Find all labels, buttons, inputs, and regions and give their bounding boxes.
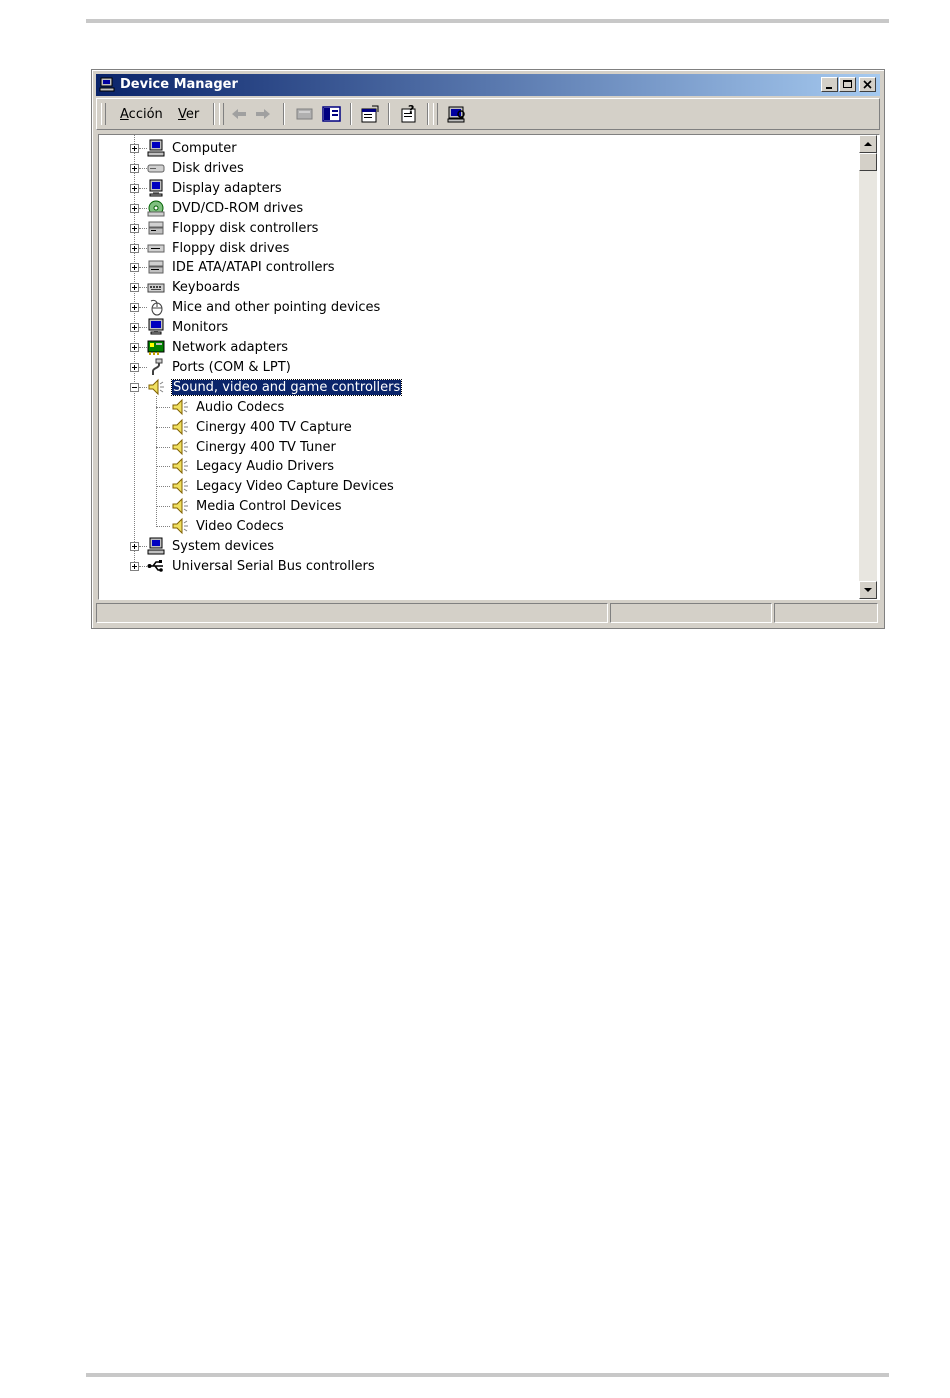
status-panel-right — [774, 603, 878, 623]
tree-child-cinergy-400-tv-tuner[interactable] — [99, 437, 859, 457]
expand-node-button[interactable] — [130, 263, 139, 272]
speaker-icon — [171, 477, 189, 495]
tree-node-universal-serial-bus-controllers[interactable] — [99, 556, 859, 576]
computer-icon — [147, 139, 165, 157]
tree-connector — [156, 466, 170, 467]
tree-node-monitors[interactable] — [99, 317, 859, 337]
tree-node-dvd-cd-rom-drives[interactable] — [99, 198, 859, 218]
menu-ver[interactable]: Ver — [178, 107, 200, 122]
toolbar-separator — [388, 103, 390, 125]
tree-connector — [139, 347, 147, 348]
tree-connector — [139, 208, 147, 209]
tree-node-ports-com-lpt[interactable] — [99, 357, 859, 377]
device-tree[interactable] — [99, 135, 859, 599]
expand-node-button[interactable] — [130, 303, 139, 312]
status-panel-main — [96, 603, 608, 623]
scan-hardware-icon — [446, 104, 468, 124]
speaker-icon — [147, 378, 165, 396]
status-bar — [96, 603, 880, 624]
svg-text:?: ? — [408, 104, 415, 116]
collapse-node-button[interactable] — [130, 383, 139, 392]
tree-node-label[interactable]: Computer — [172, 141, 237, 156]
tree-node-keyboards[interactable] — [99, 277, 859, 297]
tree-connector — [156, 447, 170, 448]
tree-connector — [139, 248, 147, 249]
tree-node-display-adapters[interactable] — [99, 178, 859, 198]
tree-node-network-adapters[interactable] — [99, 337, 859, 357]
tree-node-label[interactable]: Disk drives — [172, 160, 244, 176]
scroll-thumb[interactable] — [859, 153, 877, 171]
computer-properties-icon — [294, 104, 316, 124]
show-hide-tree-button[interactable] — [321, 104, 343, 124]
tree-connector — [156, 506, 170, 507]
tree-node-label[interactable]: Network adapters — [172, 340, 289, 355]
cdrom-icon — [147, 199, 165, 217]
tree-child-label[interactable]: Cinergy 400 TV Capture — [196, 419, 352, 435]
maximize-icon — [840, 78, 855, 91]
tree-connector — [139, 267, 147, 268]
tree-node-label[interactable]: Display adapters — [172, 180, 282, 196]
tree-child-label[interactable]: Audio Codecs — [196, 399, 285, 415]
back-button[interactable] — [228, 104, 250, 124]
floppy-drive-icon — [147, 239, 165, 257]
tree-node-floppy-disk-controllers[interactable] — [99, 218, 859, 238]
tree-child-label[interactable]: Legacy Video Capture Devices — [196, 479, 394, 495]
toolbar-separator — [213, 103, 215, 125]
arrow-up-icon — [860, 136, 876, 152]
tree-node-sound-video-and-game-controllers[interactable] — [99, 377, 859, 397]
display-adapter-icon — [147, 179, 165, 197]
tree-node-label[interactable]: Universal Serial Bus controllers — [172, 558, 375, 574]
ide-controller-icon — [147, 258, 165, 276]
tree-connector — [139, 566, 147, 567]
keyboard-icon — [147, 278, 165, 296]
tree-connector — [139, 387, 147, 388]
menu-accion[interactable]: Acción — [120, 107, 163, 122]
tree-connector — [139, 168, 147, 169]
tree-child-video-codecs[interactable] — [99, 516, 859, 536]
disk-drive-icon — [147, 159, 165, 177]
tree-child-label[interactable]: Media Control Devices — [196, 499, 342, 515]
title-bar[interactable] — [96, 74, 880, 96]
computer-properties-button[interactable] — [294, 104, 316, 124]
tree-node-label[interactable]: Keyboards — [172, 280, 240, 296]
tree-connector — [156, 526, 170, 527]
expand-node-button[interactable] — [130, 323, 139, 332]
expand-node-button[interactable] — [130, 363, 139, 372]
tree-connector — [156, 486, 170, 487]
tree-node-ide-ata-atapi-controllers[interactable] — [99, 257, 859, 277]
show-hide-tree-icon — [321, 104, 343, 124]
tree-child-media-control-devices[interactable] — [99, 496, 859, 516]
back-arrow-icon — [228, 104, 250, 124]
forward-arrow-icon — [252, 104, 274, 124]
close-icon — [860, 78, 875, 91]
toolbar-grip-2[interactable] — [219, 103, 224, 125]
toolbar-separator — [350, 103, 352, 125]
help-button[interactable] — [398, 104, 420, 124]
properties-button[interactable] — [359, 104, 381, 124]
network-adapter-icon — [147, 338, 165, 356]
expand-node-button[interactable] — [130, 184, 139, 193]
speaker-icon — [171, 497, 189, 515]
expand-node-button[interactable] — [130, 244, 139, 253]
expand-node-button[interactable] — [130, 164, 139, 173]
monitor-icon — [147, 318, 165, 336]
usb-icon — [147, 557, 165, 575]
tree-node-label[interactable]: Mice and other pointing devices — [172, 300, 381, 316]
tree-node-disk-drives[interactable] — [99, 158, 859, 178]
tree-connector — [139, 307, 147, 308]
scroll-up-button[interactable] — [859, 135, 877, 153]
maximize-button[interactable] — [839, 77, 856, 92]
minimize-icon — [822, 78, 837, 91]
expand-node-button[interactable] — [130, 144, 139, 153]
system-devices-icon — [147, 537, 165, 555]
device-manager-app-icon — [99, 77, 115, 93]
port-icon — [147, 358, 165, 376]
properties-icon — [359, 104, 381, 124]
expand-node-button[interactable] — [130, 224, 139, 233]
menu-toolbar — [96, 98, 880, 130]
tree-node-label[interactable]: Ports (COM & LPT) — [172, 359, 291, 375]
tree-connector — [139, 327, 147, 328]
toolbar-separator — [427, 103, 429, 125]
mouse-icon — [147, 298, 165, 316]
expand-node-button[interactable] — [130, 283, 139, 292]
floppy-controller-icon — [147, 219, 165, 237]
speaker-icon — [171, 438, 189, 456]
speaker-icon — [171, 418, 189, 436]
tree-node-system-devices[interactable] — [99, 536, 859, 556]
tree-node-label[interactable]: System devices — [172, 539, 275, 554]
speaker-icon — [171, 517, 189, 535]
expand-node-button[interactable] — [130, 343, 139, 352]
tree-connector — [139, 546, 147, 547]
tree-node-computer[interactable] — [99, 138, 859, 158]
tree-connector — [139, 367, 147, 368]
tree-connector — [139, 188, 147, 189]
device-tree-pane — [98, 134, 880, 600]
tree-node-label[interactable]: DVD/CD-ROM drives — [172, 200, 304, 216]
tree-node-label[interactable]: Floppy disk controllers — [172, 220, 319, 236]
tree-node-label[interactable]: Floppy disk drives — [172, 240, 290, 256]
page-bottom-rule — [86, 1373, 889, 1377]
tree-child-legacy-video-capture-devices[interactable] — [99, 476, 859, 496]
tree-child-label[interactable]: Cinergy 400 TV Tuner — [196, 439, 336, 455]
tree-node-label[interactable]: Monitors — [172, 320, 229, 336]
vertical-scrollbar[interactable] — [859, 135, 877, 599]
expand-node-button[interactable] — [130, 204, 139, 213]
close-button[interactable] — [859, 77, 876, 92]
arrow-down-icon — [860, 582, 876, 598]
tree-connector — [139, 287, 147, 288]
tree-child-legacy-audio-drivers[interactable] — [99, 456, 859, 476]
tree-child-cinergy-400-tv-capture[interactable] — [99, 417, 859, 437]
toolbar-grip-3[interactable] — [433, 103, 438, 125]
toolbar-separator — [283, 103, 285, 125]
tree-node-mice-and-other-pointing-devices[interactable] — [99, 297, 859, 317]
scroll-down-button[interactable] — [859, 581, 877, 599]
scan-hardware-button[interactable] — [446, 104, 468, 124]
tree-connector — [156, 407, 170, 408]
tree-child-label[interactable]: Video Codecs — [196, 519, 284, 535]
window-title: Device Manager — [120, 77, 238, 92]
help-icon — [398, 104, 420, 124]
page-top-rule — [86, 19, 889, 23]
tree-connector — [139, 228, 147, 229]
tree-child-label[interactable]: Legacy Audio Drivers — [196, 459, 335, 475]
tree-node-label[interactable]: IDE ATA/ATAPI controllers — [172, 260, 335, 276]
forward-button[interactable] — [252, 104, 274, 124]
tree-connector — [156, 427, 170, 428]
device-manager-window — [91, 69, 885, 629]
status-panel-middle — [610, 603, 772, 623]
speaker-icon — [171, 398, 189, 416]
expand-node-button[interactable] — [130, 542, 139, 551]
tree-node-floppy-disk-drives[interactable] — [99, 238, 859, 258]
minimize-button[interactable] — [821, 77, 838, 92]
speaker-icon — [171, 457, 189, 475]
tree-connector — [139, 148, 147, 149]
toolbar-grip[interactable] — [101, 103, 106, 125]
tree-child-audio-codecs[interactable] — [99, 397, 859, 417]
expand-node-button[interactable] — [130, 562, 139, 571]
tree-node-label[interactable]: Sound, video and game controllers — [173, 379, 401, 395]
